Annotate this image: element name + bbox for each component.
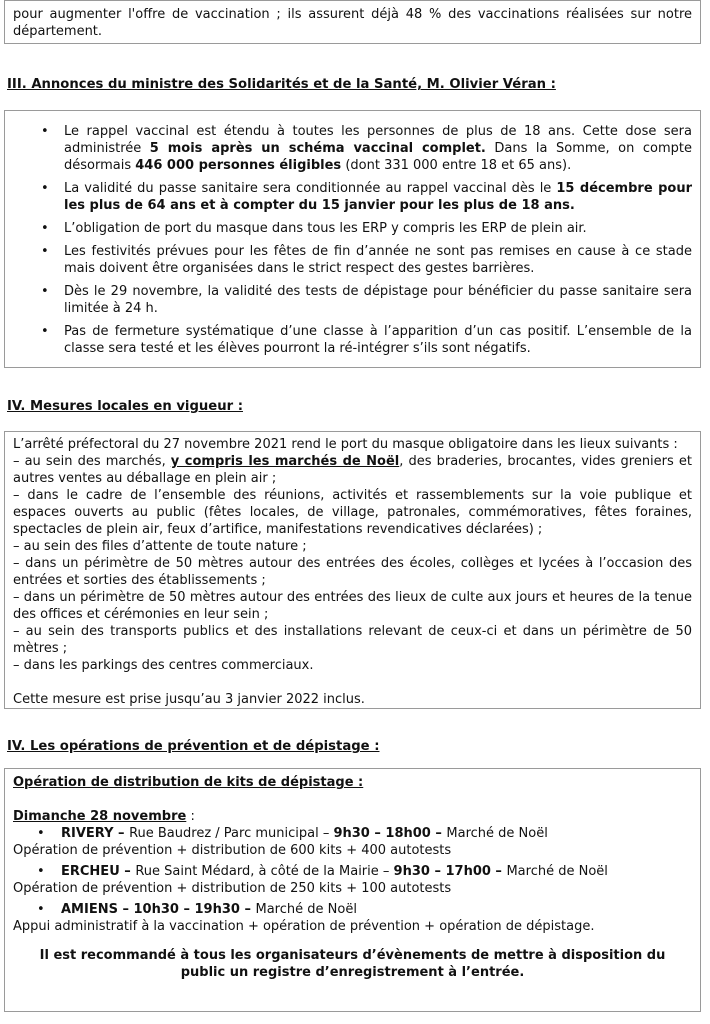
list-item: • Dès le 29 novembre, la validité des tests de dépistage pour bénéficier du passe sanitaire sera limitée à 24 h. (41, 284, 692, 316)
operation-description: Opération de prévention + distribution de 600 kits + 400 autotests (13, 843, 452, 858)
operation-item: • ERCHEU – Rue Saint Médard, à côté de la Mairie – 9h30 – 17h00 – Marché de Noël (37, 864, 608, 879)
bullet-icon: • (41, 244, 49, 259)
list-item: • Le rappel vaccinal est étendu à toutes les personnes de plus de 18 ans. Cette dose sera administrée 5 mois après un schéma vaccinal complet. Dans la Somme, on compte désormais 446 000 personnes éligibles (dont 331 000 entre 18 et 65 ans). (41, 124, 692, 173)
recommendation-note: Il est recommandé à tous les organisateurs d’évènements de mettre à disposition du public un registre d’enregistrement à l’entrée. (39, 948, 666, 980)
list-item: • L’obligation de port du masque dans tous les ERP y compris les ERP de plein air. (41, 221, 587, 236)
top-paragraph: pour augmenter l'offre de vaccination ; ils assurent déjà 48 % des vaccinations réalisées sur notre département. (13, 7, 692, 39)
bullet-icon: • (37, 902, 45, 917)
operations-date: Dimanche 28 novembre : (13, 809, 195, 824)
list-item: • La validité du passe sanitaire sera conditionnée au rappel vaccinal dès le 15 décembre pour les plus de 64 ans et à compter du 15 janvier pour les plus de 18 ans. (41, 181, 692, 213)
bullet-icon: • (37, 826, 45, 841)
bullet-icon: • (37, 864, 45, 879)
announcement-list (5, 123, 700, 357)
list-item: • Pas de fermeture systématique d’une classe à l’apparition d’un cas positif. L’ensemble de la classe sera testé et les élèves pourront la ré-intégrer s’ils sont négatifs. (41, 324, 692, 356)
section3-box (4, 110, 701, 368)
operation-description: Opération de prévention + distribution de 250 kits + 100 autotests (13, 881, 452, 896)
section5-box (4, 768, 701, 1012)
bullet-icon: • (41, 181, 49, 196)
measures-intro: L’arrêté préfectoral du 27 novembre 2021 rend le port du masque obligatoire dans les lieux suivants : (13, 437, 678, 452)
operation-item: • RIVERY – Rue Baudrez / Parc municipal – 9h30 – 18h00 – Marché de Noël (37, 826, 548, 841)
bullet-icon: • (41, 284, 49, 299)
section5-heading: IV. Les opérations de prévention et de dépistage : (7, 739, 380, 754)
measure-line: – au sein des transports publics et des installations relevant de ceux-ci et dans un périmètre de 50 mètres ; (13, 624, 692, 656)
section3-heading: III. Annonces du ministre des Solidarités et de la Santé, M. Olivier Véran : (7, 77, 556, 92)
measures-closing: Cette mesure est prise jusqu’au 3 janvier 2022 inclus. (13, 692, 365, 707)
list-item: • Les festivités prévues pour les fêtes de fin d’année ne sont pas remises en cause à ce stade mais doivent être organisées dans le strict respect des gestes barrières. (41, 244, 692, 276)
operation-description: Appui administratif à la vaccination + opération de prévention + opération de dépistage. (13, 919, 595, 934)
top-text-box (4, 0, 701, 44)
measure-line: – au sein des files d’attente de toute nature ; (13, 539, 307, 554)
operation-item: • AMIENS – 10h30 – 19h30 – Marché de Noël (37, 902, 357, 917)
measure-line: – dans un périmètre de 50 mètres autour des entrées des écoles, collèges et lycées à l’occasion des entrées et sorties des établissements ; (13, 556, 692, 588)
bullet-icon: • (41, 324, 49, 339)
section4-box (4, 431, 701, 709)
bullet-icon: • (41, 221, 49, 236)
measure-line: – au sein des marchés, y compris les marchés de Noël, des braderies, brocantes, vides greniers et autres ventes au déballage en plein air ; (13, 454, 692, 486)
measure-line: – dans le cadre de l’ensemble des réunions, activités et rassemblements sur la voie publique et espaces ouverts au public (fêtes locales, de village, patronales, commémoratives, fêtes foraines, spectacles de plein air, feux d’artifice, manifestations revendicatives déclarées) ; (13, 488, 692, 537)
measures-text (13, 436, 692, 708)
bullet-icon: • (41, 124, 49, 139)
section4-heading: IV. Mesures locales en vigueur : (7, 399, 243, 414)
measure-line: – dans un périmètre de 50 mètres autour des entrées des lieux de culte aux jours et heures de la tenue des offices et cérémonies en leur sein ; (13, 590, 692, 622)
operations-subheading: Opération de distribution de kits de dépistage : (13, 775, 364, 790)
measure-line: – dans les parkings des centres commerciaux. (13, 658, 314, 673)
